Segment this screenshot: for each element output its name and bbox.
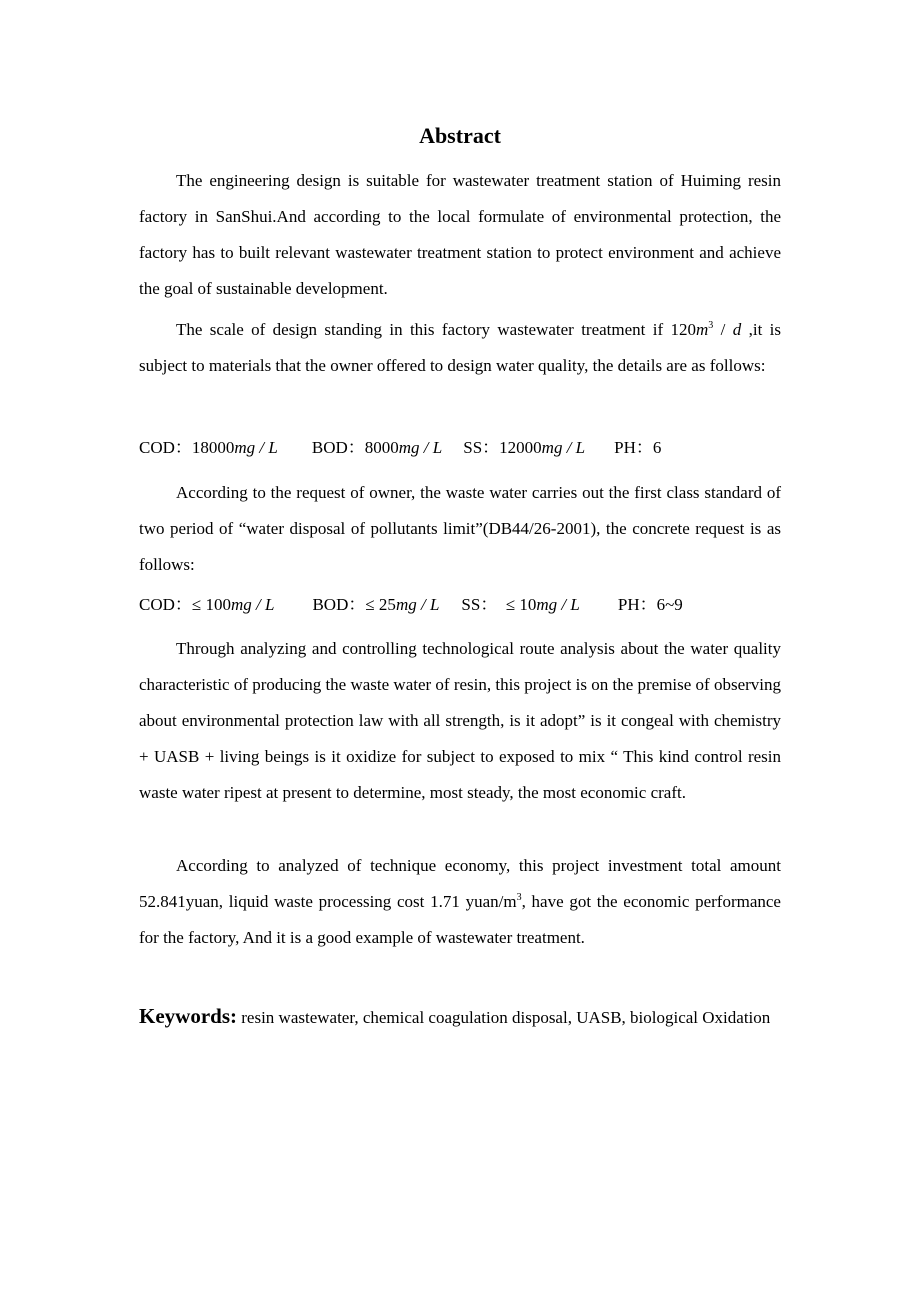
influent-quality-line: [139, 437, 661, 459]
influent-cod-unit: mg / L: [234, 438, 278, 457]
unit-d: d: [732, 320, 742, 339]
influent-cod: COD：18000: [139, 438, 235, 457]
effluent-cod: COD：≤ 100: [139, 595, 231, 614]
keywords-text: resin wastewater, chemical coagulation disposal, UASB, biological Oxidation: [241, 1008, 771, 1027]
influent-bod: BOD：8000: [311, 438, 399, 457]
paragraph-3: According to the request of owner, the waste water carries out the first class standard of two period of “water disposal of pollutants limit”(DB44/26-2001), the concrete request is as follows:: [139, 483, 781, 574]
keywords-block: [139, 996, 781, 1038]
influent-ss-unit: mg / L: [541, 438, 586, 457]
paragraph-4: Through analyzing and controlling technological route analysis about the water quality characteristic of producing the waste water of resin, this project is on the premise of observing about environmental protection law with all strength, is it adopt” is it congeal with chemistry + UASB + living beings is it oxidize for subject to exposed to mix “ This kind control resin waste water ripest at present to determine, most steady, the most economic craft.: [139, 639, 782, 802]
paragraph-5-text-end: , have got the economic performance for the factory, And it is a good example of wastewater treatment.: [139, 892, 781, 947]
effluent-ss-unit: mg / L: [536, 595, 580, 614]
paragraph-5-text: According to analyzed of technique economy, this project investment total amount 52.841yuan, liquid waste processing cost 1.71 yuan/m: [139, 856, 781, 911]
paragraph-2: [139, 312, 781, 384]
abstract-title: Abstract: [419, 123, 501, 148]
paragraph-5-exponent: 3: [516, 892, 522, 903]
paragraph-5: [139, 848, 781, 956]
keywords-label: Keywords:: [139, 1004, 237, 1028]
effluent-ph: PH：6~9: [617, 595, 683, 614]
influent-ph: PH：6: [614, 438, 662, 457]
unit-m: m: [696, 320, 709, 339]
effluent-standard-line: [139, 594, 683, 616]
effluent-cod-unit: mg / L: [230, 595, 275, 614]
effluent-bod: BOD：≤ 25: [312, 595, 396, 614]
influent-ss: SS：12000: [463, 438, 542, 457]
paragraph-1: The engineering design is suitable for wastewater treatment station of Huiming resin factory in SanShui.And according to the local formulate of environmental protection, the factory has to built relevant wastewater treatment station to protect environment and achieve the goal of sustainable development.: [139, 171, 781, 298]
paragraph-2-text: The scale of design standing in this factory wastewater treatment if 120: [176, 320, 696, 339]
effluent-ss: SS： ≤ 10: [461, 595, 537, 614]
influent-bod-unit: mg / L: [398, 438, 443, 457]
paragraph-2-text-end: ,it is subject to materials that the owner offered to design water quality, the details are as follows:: [139, 320, 781, 375]
unit-exponent: 3: [708, 320, 714, 331]
unit-slash: /: [713, 320, 733, 339]
effluent-bod-unit: mg / L: [395, 595, 440, 614]
